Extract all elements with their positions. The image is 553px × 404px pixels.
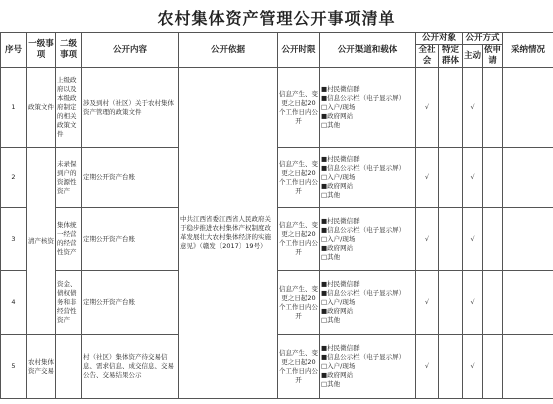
channel-board: ■信息公示栏（电子显示屏） <box>321 94 406 102</box>
seq-cell: 2 <box>1 148 27 208</box>
channel-cell <box>320 148 416 208</box>
channel-wechat: ■村民微信群 <box>321 280 360 288</box>
adoption-cell <box>503 148 553 208</box>
method-request-cell <box>483 335 503 399</box>
header-target: 公开对象 <box>416 33 463 45</box>
header-content: 公开内容 <box>82 33 179 68</box>
cat2-cell: 集体统一经营的经营性资产 <box>56 208 82 271</box>
channel-visit: □入户/现场 <box>321 173 356 181</box>
header-target-group: 特定群体 <box>439 45 463 68</box>
channel-other: □其他 <box>321 191 341 199</box>
channel-visit: □入户/现场 <box>321 103 356 111</box>
channel-wechat: ■村民微信群 <box>321 216 360 225</box>
method-active-check: √ <box>463 271 483 335</box>
content-cell: 定期公开资产台账 <box>82 208 179 271</box>
adoption-cell <box>503 335 553 399</box>
table-row <box>1 68 553 148</box>
target-all-check: √ <box>416 68 439 148</box>
header-method-active: 主动 <box>463 45 483 68</box>
header-period: 公开时限 <box>278 33 320 68</box>
channel-website: ■政府网站 <box>321 182 354 190</box>
header-target-all: 全社会 <box>416 45 439 68</box>
content-cell: 涉及到村（社区）关于农村集体资产管理的政策文件 <box>82 68 179 148</box>
channel-visit: □入户/现场 <box>321 298 356 306</box>
channel-board: ■信息公示栏（电子显示屏） <box>321 353 406 361</box>
channel-wechat: ■村民微信群 <box>321 344 360 352</box>
content-cell: 定期公开资产台账 <box>82 148 179 208</box>
channel-cell <box>320 271 416 335</box>
seq-cell: 5 <box>1 335 27 399</box>
method-active-check: √ <box>463 68 483 148</box>
header-channel: 公开渠道和载体 <box>320 33 416 68</box>
channel-website: ■政府网站 <box>321 307 354 315</box>
target-group-cell <box>439 68 463 148</box>
channel-visit: □入户/现场 <box>321 234 356 243</box>
method-request-cell <box>483 208 503 271</box>
channel-other: □其他 <box>321 380 341 388</box>
disclosure-table <box>0 32 553 399</box>
header-cat1: 一级事项 <box>27 33 56 68</box>
header-seq: 序号 <box>1 33 27 68</box>
channel-other: □其他 <box>321 316 341 324</box>
header-basis: 公开依据 <box>179 33 278 68</box>
header-cat2: 二级事项 <box>56 33 82 68</box>
table-row <box>1 335 553 399</box>
seq-cell: 4 <box>1 271 27 335</box>
header-method: 公开方式 <box>463 33 503 45</box>
channel-cell <box>320 68 416 148</box>
target-all-check: √ <box>416 208 439 271</box>
cat2-cell: 上级政府以及本级政府制定的相关政策文件 <box>56 68 82 148</box>
channel-board: ■信息公示栏（电子显示屏） <box>321 225 406 234</box>
cat2-cell <box>56 335 82 399</box>
channel-cell <box>320 208 416 271</box>
content-cell: 村（社区）集体资产待交易信息、需求信息、成交信息、交易公告、交易结果公示 <box>82 335 179 399</box>
target-all-check: √ <box>416 148 439 208</box>
seq-cell: 1 <box>1 68 27 148</box>
channel-website: ■政府网站 <box>321 371 354 379</box>
cat2-cell: 资金、债权债务和非经营性资产 <box>56 271 82 335</box>
channel-cell <box>320 335 416 399</box>
method-request-cell <box>483 148 503 208</box>
method-request-cell <box>483 271 503 335</box>
adoption-cell <box>503 208 553 271</box>
table-row <box>1 208 553 271</box>
channel-website: ■政府网站 <box>321 243 354 252</box>
period-cell: 信息产生、变更之日起20个工作日内公开 <box>278 335 320 399</box>
period-cell: 信息产生、变更之日起20个工作日内公开 <box>278 68 320 148</box>
basis-cell: 中共江西省委江西省人民政府关于稳步推进农村集体产权制度改革发展壮大农村集体经济的实施意见》（赣发〔2017〕19号） <box>179 68 278 399</box>
channel-board: ■信息公示栏（电子显示屏） <box>321 289 406 297</box>
cat1-cell: 农村集体资产交易 <box>27 335 56 399</box>
method-active-check: √ <box>463 208 483 271</box>
method-active-check: √ <box>463 148 483 208</box>
channel-board: ■信息公示栏（电子显示屏） <box>321 164 406 172</box>
table-row <box>1 148 553 208</box>
channel-wechat: ■村民微信群 <box>321 155 360 163</box>
period-cell: 信息产生、变更之日起20个工作日内公开 <box>278 271 320 335</box>
cat2-cell: 未录保到户的资源性资产 <box>56 148 82 208</box>
channel-wechat: ■村民微信群 <box>321 85 360 93</box>
cat1-cell: 清产核资 <box>27 148 56 335</box>
channel-other: □其他 <box>321 252 341 261</box>
target-group-cell <box>439 148 463 208</box>
channel-other: □其他 <box>321 121 341 129</box>
target-group-cell <box>439 271 463 335</box>
target-all-check: √ <box>416 335 439 399</box>
channel-visit: □入户/现场 <box>321 362 356 370</box>
seq-cell: 3 <box>1 208 27 271</box>
header-row-top <box>1 33 553 45</box>
adoption-cell <box>503 68 553 148</box>
target-group-cell <box>439 335 463 399</box>
adoption-cell <box>503 271 553 335</box>
target-all-check: √ <box>416 271 439 335</box>
header-adoption: 采纳情况 <box>503 33 553 68</box>
target-group-cell <box>439 208 463 271</box>
period-cell: 信息产生、变更之日起20个工作日内公开 <box>278 208 320 271</box>
header-method-request: 依申请 <box>484 45 502 66</box>
page-title: 农村集体资产管理公开事项清单 <box>157 9 396 28</box>
content-cell: 定期公开资产台账 <box>82 271 179 335</box>
channel-website: ■政府网站 <box>321 112 354 120</box>
cat1-cell: 政策文件 <box>27 68 56 148</box>
table-row <box>1 271 553 335</box>
method-request-cell <box>483 68 503 148</box>
method-active-check: √ <box>463 335 483 399</box>
period-cell: 信息产生、变更之日起20个工作日内公开 <box>278 148 320 208</box>
